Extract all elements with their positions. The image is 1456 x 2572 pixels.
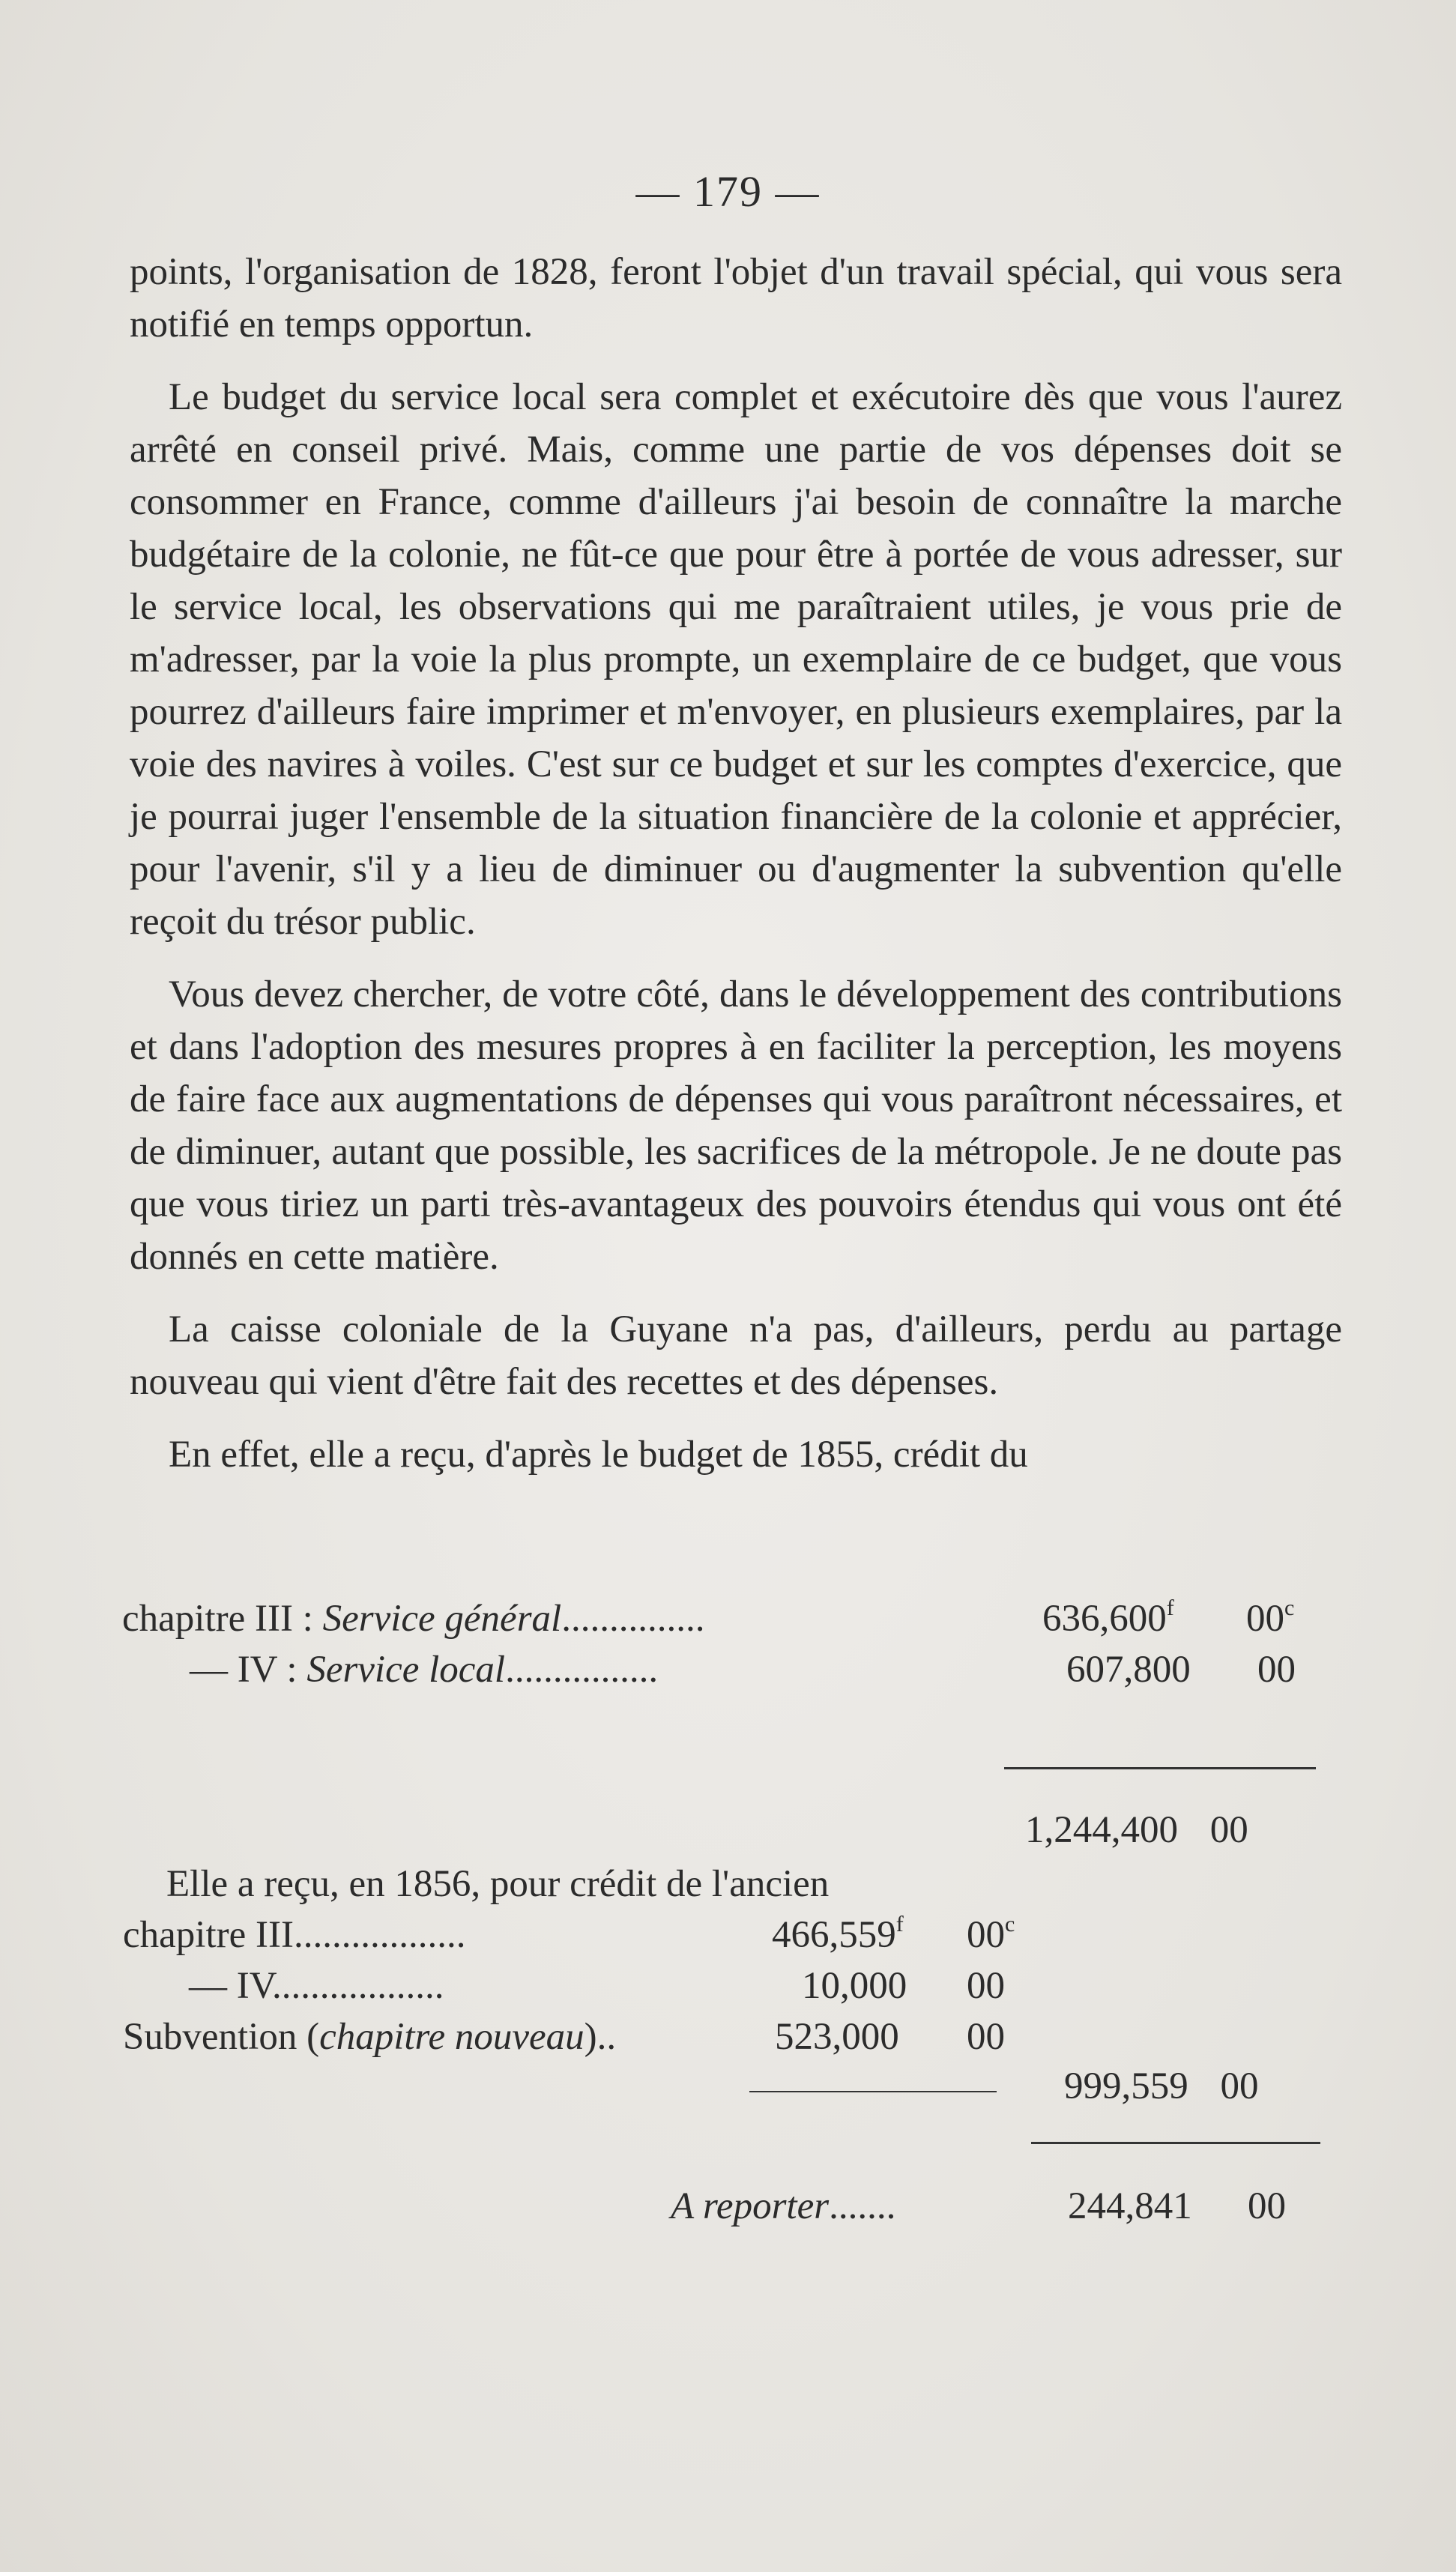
sum-rule (1004, 1767, 1316, 1769)
centime-sup: c (1284, 1596, 1295, 1620)
row-label-end: ).. (584, 2016, 617, 2058)
leader-dots: .................. (293, 1914, 466, 1956)
paragraph: points, l'organisation de 1828, feront l'objet d'un travail spécial, qui vous sera notifié en temps opportun. (130, 251, 1342, 345)
paragraph: Le budget du service local sera complet et exécutoire dès que vous l'aurez arrêté en conseil privé. Mais, comme une partie de vos dépenses doit se consommer en France, comme d'ailleurs j'ai besoin de connaître la marche budgétaire de la colonie, ne fût-ce que pour être à portée de vous adresser, sur le service local, les observations qui me paraîtraient utiles, je vous prie de m'adresser, par la voie la plus prompte, un exemplaire de ce budget, que vous pourrez d'ailleurs faire imprimer et m'envoyer, en plusieurs exemplaires, par la voie des navires à voiles. C'est sur ce budget et sur les comptes d'exercice, que je pourrai juger l'ensemble de la situation financière de la colonie et apprécier, pour l'avenir, s'il y a lieu de diminuer ou d'augmenter la subvention qu'elle reçoit du trésor public. (130, 376, 1342, 943)
body-text (130, 246, 1342, 1501)
budget-1855-row-local (122, 1644, 1336, 1695)
sum-rule (749, 2091, 997, 2092)
cents: 00 (1257, 1649, 1296, 1691)
leader-dots: ............... (561, 1598, 705, 1640)
row-label: — IV : (190, 1649, 307, 1691)
budget-1856-intro: Elle a reçu, en 1856, pour crédit de l'ancien (166, 1863, 830, 1905)
amount: 636,600 (1042, 1598, 1167, 1640)
cents: 00 (967, 1965, 1005, 2007)
leader-dots: .................. (272, 1965, 444, 2007)
carry-amount: 244,841 (1068, 2185, 1192, 2227)
page-number: — 179 — (635, 167, 821, 216)
budget-1856-table (123, 1859, 1066, 2062)
carry-label: A reporter (671, 2185, 830, 2227)
cents: 00 (1246, 1598, 1284, 1640)
paragraph: Vous devez chercher, de votre côté, dans le développement des contributions et dans l'adoption des mesures propres à en faciliter la perception, les moyens de faire face aux augmentations de dépenses qui vous paraîtront nécessaires, et de diminuer, autant que possible, les sacrifices de la métropole. Je ne doute pas que vous tiriez un parti très-avantageux des pouvoirs étendus qui vous ont été donnés en cette matière. (130, 973, 1342, 1278)
total-cents: 00 (1220, 2065, 1259, 2107)
row-label: chapitre III : (122, 1598, 323, 1640)
leader-dots: ................ (505, 1649, 659, 1691)
budget-1855-row-general (122, 1593, 1336, 1644)
amount: 607,800 (1066, 1649, 1191, 1691)
budget-1856-total (1064, 2061, 1259, 2112)
row-label-italic: chapitre nouveau (319, 2016, 584, 2058)
cents: 00 (967, 1914, 1005, 1956)
budget-1856-row-chap4 (166, 1960, 1066, 2011)
row-label: — IV (189, 1965, 272, 2007)
budget-1856-row-subvention (123, 2011, 1066, 2062)
total-amount: 1,244,400 (1025, 1809, 1178, 1851)
total-cents: 00 (1209, 1809, 1248, 1851)
amount: 10,000 (802, 1965, 907, 2007)
sum-rule (1031, 2142, 1320, 2144)
budget-1855-total (1025, 1805, 1248, 1856)
centime-sup: c (1005, 1912, 1015, 1936)
budget-1855-table (122, 1593, 1336, 1695)
row-label-italic: Service local (306, 1649, 506, 1691)
total-amount: 999,559 (1064, 2065, 1188, 2107)
amount: 523,000 (775, 2016, 899, 2058)
leader-dots: ....... (829, 2185, 896, 2227)
budget-1856-row-chap3 (123, 1910, 1066, 1960)
amount: 466,559 (772, 1914, 896, 1956)
row-label: Subvention ( (123, 2016, 320, 2058)
paragraph: En effet, elle a reçu, d'après le budget de 1855, crédit du (169, 1434, 1028, 1476)
row-label: chapitre III (123, 1914, 294, 1956)
paragraph: La caisse coloniale de la Guyane n'a pas, d'ailleurs, perdu au partage nouveau qui vient d'être fait des recettes et des dépenses. (130, 1308, 1342, 1403)
franc-sup: f (895, 1912, 904, 1936)
row-label-italic: Service général (322, 1598, 562, 1640)
carry-cents: 00 (1248, 2185, 1286, 2227)
cents: 00 (967, 2016, 1005, 2058)
franc-sup: f (1166, 1596, 1174, 1620)
